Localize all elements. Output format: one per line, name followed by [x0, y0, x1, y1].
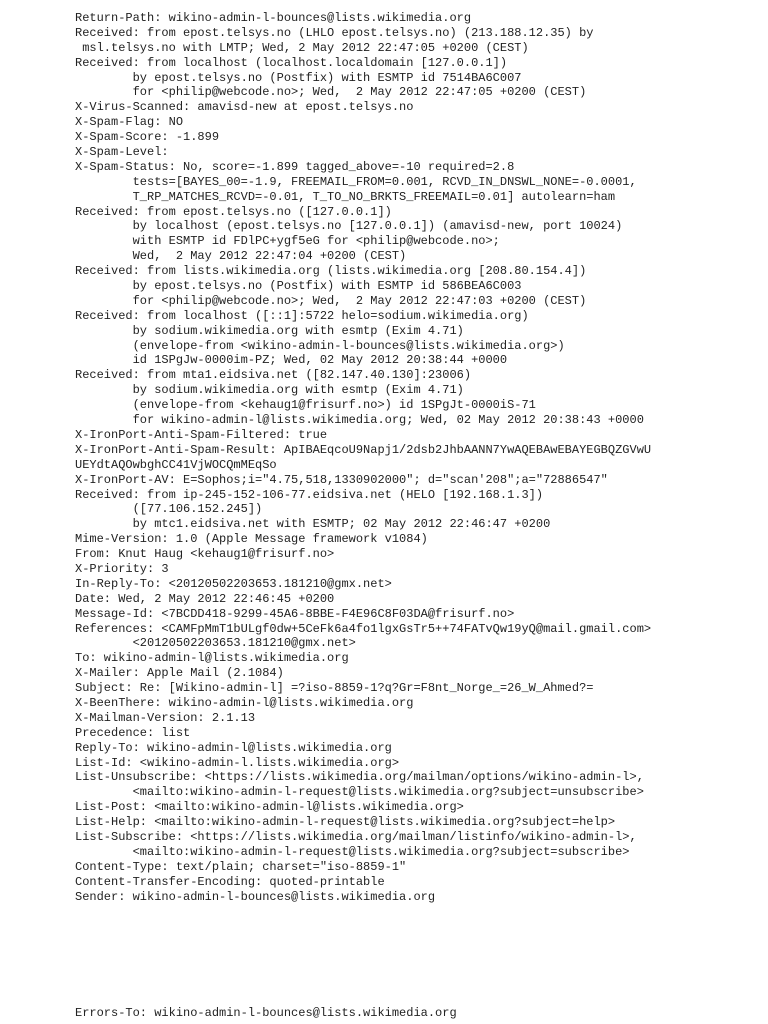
header-line: by mtc1.eidsiva.net with ESMTP; 02 May 2012 22:46:47 +0200: [75, 517, 551, 532]
header-line: Content-Type: text/plain; charset="iso-8859-1": [75, 859, 407, 874]
header-line: From: Knut Haug <kehaug1@frisurf.no>: [75, 547, 335, 562]
email-headers-block: [75, 11, 765, 904]
header-line: Subject: Re: [Wikino-admin-l] =?iso-8859-1?q?Gr=F8nt_Norge_=26_W_Ahmed?=: [75, 681, 594, 696]
header-line: <mailto:wikino-admin-l-request@lists.wikimedia.org?subject=subscribe>: [75, 844, 630, 859]
header-line: In-Reply-To: <20120502203653.181210@gmx.net>: [75, 576, 392, 591]
header-line: List-Subscribe: <https://lists.wikimedia.org/mailman/listinfo/wikino-admin-l>,: [75, 829, 637, 844]
header-line: Received: from mta1.eidsiva.net ([82.147.40.130]:23006): [75, 368, 472, 383]
header-line: X-Priority: 3: [75, 561, 169, 576]
header-line: X-Spam-Status: No, score=-1.899 tagged_above=-10 required=2.8: [75, 159, 515, 174]
header-line: X-Virus-Scanned: amavisd-new at epost.telsys.no: [75, 100, 414, 115]
header-line: X-Mailman-Version: 2.1.13: [75, 710, 256, 725]
header-line: Reply-To: wikino-admin-l@lists.wikimedia.org: [75, 740, 392, 755]
header-line: msl.telsys.no with LMTP; Wed, 2 May 2012 22:47:05 +0200 (CEST): [75, 40, 529, 55]
header-line: T_RP_MATCHES_RCVD=-0.01, T_TO_NO_BRKTS_FREEMAIL=0.01] autolearn=ham: [75, 189, 616, 204]
header-line: Received: from epost.telsys.no ([127.0.0.1]): [75, 204, 392, 219]
header-line: by sodium.wikimedia.org with esmtp (Exim 4.71): [75, 323, 464, 338]
header-line: for <philip@webcode.no>; Wed, 2 May 2012 22:47:05 +0200 (CEST): [75, 85, 587, 100]
header-line: Received: from lists.wikimedia.org (lists.wikimedia.org [208.80.154.4]): [75, 264, 587, 279]
header-line: tests=[BAYES_00=-1.9, FREEMAIL_FROM=0.001, RCVD_IN_DNSWL_NONE=-0.0001,: [75, 174, 637, 189]
header-line: X-IronPort-Anti-Spam-Result: ApIBAEqcoU9Napj1/2dsb2JhbAANN7YwAQEBAwEBAYEGBQZGVwU: [75, 442, 652, 457]
header-line: Received: from localhost (localhost.localdomain [127.0.0.1]): [75, 55, 508, 70]
header-line: X-Spam-Score: -1.899: [75, 130, 220, 145]
header-line: List-Help: <mailto:wikino-admin-l-request@lists.wikimedia.org?subject=help>: [75, 815, 616, 830]
header-line: List-Post: <mailto:wikino-admin-l@lists.wikimedia.org>: [75, 800, 464, 815]
header-line: Received: from localhost ([::1]:5722 helo=sodium.wikimedia.org): [75, 308, 529, 323]
header-line: Received: from ip-245-152-106-77.eidsiva.net (HELO [192.168.1.3]): [75, 487, 544, 502]
header-line: X-BeenThere: wikino-admin-l@lists.wikimedia.org: [75, 695, 414, 710]
header-line: <mailto:wikino-admin-l-request@lists.wikimedia.org?subject=unsubscribe>: [75, 785, 644, 800]
header-line: Precedence: list: [75, 725, 191, 740]
header-line: <20120502203653.181210@gmx.net>: [75, 636, 356, 651]
header-line: X-Spam-Level:: [75, 145, 169, 160]
header-line: id 1SPgJw-0000im-PZ; Wed, 02 May 2012 20:38:44 +0000: [75, 353, 508, 368]
header-line: X-Spam-Flag: NO: [75, 115, 184, 130]
header-line: X-IronPort-AV: E=Sophos;i="4.75,518,1330902000"; d="scan'208";a="72886547": [75, 472, 608, 487]
header-line: X-IronPort-Anti-Spam-Filtered: true: [75, 427, 328, 442]
header-line: ([77.106.152.245]): [75, 502, 263, 517]
header-line: Mime-Version: 1.0 (Apple Message framework v1084): [75, 532, 428, 547]
header-line: Date: Wed, 2 May 2012 22:46:45 +0200: [75, 591, 335, 606]
header-line: (envelope-from <wikino-admin-l-bounces@lists.wikimedia.org>): [75, 338, 565, 353]
header-line: by epost.telsys.no (Postfix) with ESMTP id 7514BA6C007: [75, 70, 522, 85]
header-line: Received: from epost.telsys.no (LHLO epost.telsys.no) (213.188.12.35) by: [75, 25, 594, 40]
header-line: List-Id: <wikino-admin-l.lists.wikimedia.org>: [75, 755, 400, 770]
header-line: (envelope-from <kehaug1@frisurf.no>) id 1SPgJt-0000iS-71: [75, 398, 536, 413]
header-line: for <philip@webcode.no>; Wed, 2 May 2012 22:47:03 +0200 (CEST): [75, 293, 587, 308]
header-line: Message-Id: <7BCDD418-9299-45A6-8BBE-F4E96C8F03DA@frisurf.no>: [75, 606, 515, 621]
header-line: Content-Transfer-Encoding: quoted-printable: [75, 874, 385, 889]
header-line: by epost.telsys.no (Postfix) with ESMTP id 586BEA6C003: [75, 279, 522, 294]
header-line: X-Mailer: Apple Mail (2.1084): [75, 666, 284, 681]
header-line: UEYdtAQOwbghCC41VjWOCQmMEqSo: [75, 457, 277, 472]
header-line: for wikino-admin-l@lists.wikimedia.org; Wed, 02 May 2012 20:38:43 +0000: [75, 413, 644, 428]
header-line: References: <CAMFpMmT1bULgf0dw+5CeFk6a4fo1lgxGsTr5++74FATvQw19yQ@mail.gmail.com>: [75, 621, 652, 636]
header-line: Return-Path: wikino-admin-l-bounces@lists.wikimedia.org: [75, 11, 472, 25]
header-line: Wed, 2 May 2012 22:47:04 +0200 (CEST): [75, 249, 407, 264]
header-line: with ESMTP id FDlPC+ygf5eG for <philip@webcode.no>;: [75, 234, 500, 249]
header-line: To: wikino-admin-l@lists.wikimedia.org: [75, 651, 349, 666]
header-line: by localhost (epost.telsys.no [127.0.0.1]) (amavisd-new, port 10024): [75, 219, 623, 234]
header-line: Sender: wikino-admin-l-bounces@lists.wikimedia.org: [75, 889, 436, 904]
header-line: List-Unsubscribe: <https://lists.wikimedia.org/mailman/options/wikino-admin-l>,: [75, 770, 644, 785]
errors-to-header-line: Errors-To: wikino-admin-l-bounces@lists.wikimedia.org: [75, 1006, 457, 1020]
header-line: by sodium.wikimedia.org with esmtp (Exim 4.71): [75, 383, 464, 398]
